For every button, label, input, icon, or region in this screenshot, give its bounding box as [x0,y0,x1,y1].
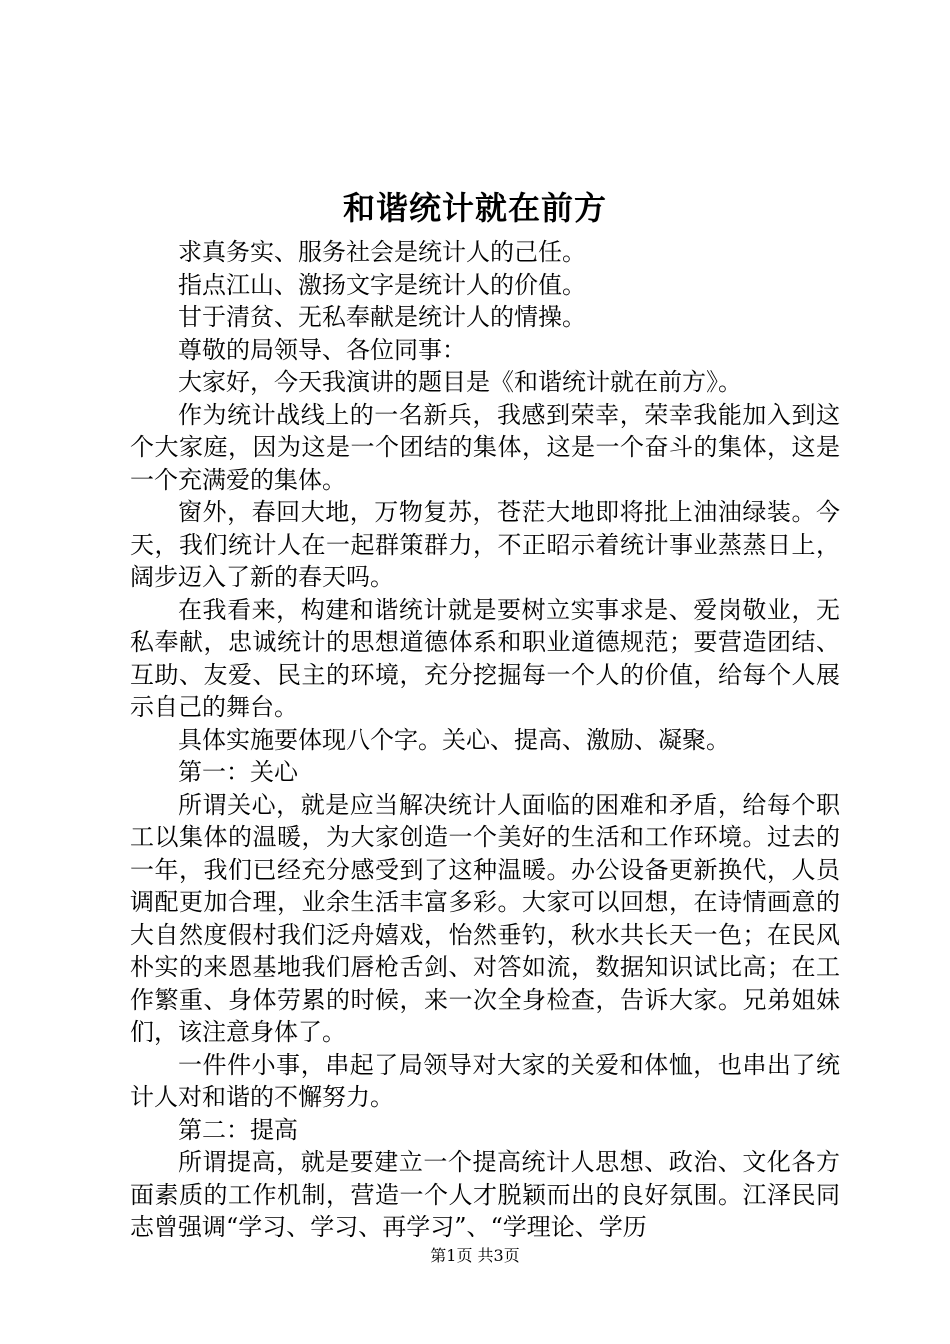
paragraph: 所谓关心，就是应当解决统计人面临的困难和矛盾，给每个职工以集体的温暖，为大家创造一个美好的生活和工作环境。过去的一年，我们已经充分感受到了这种温暖。办公设备更新换代，人员调配更加合理，业余生活丰富多彩。大家可以回想，在诗情画意的大自然度假村我们泛舟嬉戏，怡然垂钓，秋水共长天一色；在民风朴实的来恩基地我们唇枪舌剑、对答如流，数据知识试比高；在工作繁重、身体劳累的时候，来一次全身检查，告诉大家。兄弟姐妹们，该注意身体了。 [130,790,840,1046]
paragraph: 一件件小事，串起了局领导对大家的关爱和体恤，也串出了统计人对和谐的不懈努力。 [130,1050,840,1111]
paragraph: 窗外，春回大地，万物复苏，苍茫大地即将批上油油绿装。今天，我们统计人在一起群策群力，不正昭示着统计事业蒸蒸日上，阔步迈入了新的春天吗。 [130,498,840,591]
section-heading: 第一：关心 [178,758,298,786]
paragraph: 甘于清贫、无私奉献是统计人的情操。 [178,303,586,331]
paragraph: 所谓提高，就是要建立一个提高统计人思想、政治、文化各方面素质的工作机制，营造一个人才脱颖而出的良好氛围。江泽民同志曾强调“学习、学习、再学习”、“学理论、学历 [130,1148,840,1241]
document-title: 和谐统计就在前方 [342,189,607,227]
page-footer: 第1页 共3页 [430,1246,520,1265]
document-body [130,236,840,1244]
paragraph: 大家好，今天我演讲的题目是《和谐统计就在前方》。 [178,368,742,396]
paragraph: 作为统计战线上的一名新兵，我感到荣幸，荣幸我能加入到这个大家庭，因为这是一个团结的集体，这是一个奋斗的集体，这是一个充满爱的集体。 [130,400,840,494]
section-heading: 第二：提高 [178,1115,298,1144]
paragraph: 指点江山、激扬文字是统计人的价值。 [178,270,586,299]
salutation: 尊敬的局领导、各位同事： [178,335,466,364]
paragraph: 在我看来，构建和谐统计就是要树立实事求是、爱岗敬业，无私奉献，忠诚统计的思想道德体系和职业道德规范；要营造团结、互助、友爱、民主的环境，充分挖掘每一个人的价值，给每个人展示自己的舞台。 [130,595,840,721]
paragraph: 具体实施要体现八个字。关心、提高、激励、凝聚。 [178,725,730,754]
paragraph: 求真务实、服务社会是统计人的己任。 [178,238,586,266]
